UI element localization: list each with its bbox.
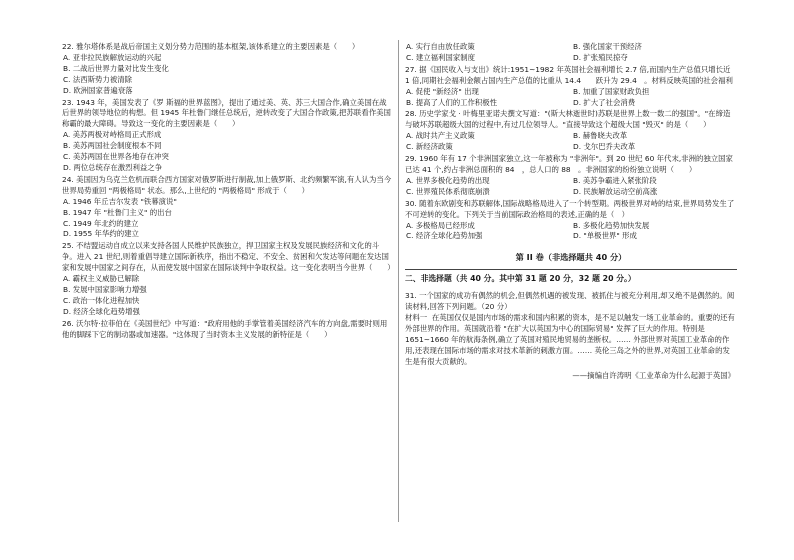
question-23-option-c: C. 美苏两国在世界各地存在冲突 [63, 152, 169, 162]
section-ii-title: 第 II 卷（非选择题共 40 分） [515, 252, 627, 263]
question-27-option-c: B. 提高了人们的工作积极性 [406, 97, 498, 107]
question-27-option-d: D. 扩大了社会消费 [573, 97, 636, 107]
question-27 [405, 65, 737, 109]
question-23-option-a: A. 美苏两极对峙格局正式形成 [63, 130, 162, 140]
question-27-option-b: B. 加重了国家财政负担 [573, 86, 650, 96]
question-28-option-a: A. 战时共产主义政策 [406, 131, 475, 141]
question-28-option-d: D. 戈尔巴乔夫改革 [573, 142, 636, 152]
question-30 [405, 199, 737, 243]
question-25 [62, 241, 395, 317]
question-28-option-b: B. 赫鲁晓夫改革 [573, 131, 628, 141]
question-25-option-d: D. 经济全球化趋势增强 [63, 306, 140, 316]
question-28-option-c: C. 新经济政策 [406, 142, 453, 152]
question-23-option-b: B. 美苏两国社会制度根本不同 [63, 141, 162, 151]
question-31-material-1 [405, 313, 737, 368]
question-31 [405, 291, 737, 382]
question-29-stem: 29. 1960 年有 17 个非洲国家独立,这一年被称为 "非洲年"。到 20 世纪 60 年代末,非洲的独立国家已达 41 个,约占非洲总面积的 84 ，总人口的 88 。非洲国家的纷纷独立说明（ ） [405, 154, 733, 174]
question-31-stem: 31. 一个国家的成功有偶然的机会,但偶然机遇的被发现、被抓住与被充分利用,却又绝不是偶然的。阅读材料,回答下列问题。（20 分） [405, 291, 735, 312]
question-27-stem: 27. 据《国民收入与支出》统计:1951~1982 年英国社会福利增长 2.7 倍,而国内生产总值只增长近 1 倍,同期社会福利金额占国内生产总值的比重从 14.4 跃升为 29.4 。材料反映英国的社会福利 [405, 64, 733, 85]
question-26-option-b: B. 强化国家干预经济 [573, 42, 642, 51]
question-29-option-a: A. 世界多极化趋势的出现 [406, 175, 490, 185]
right-column [405, 42, 737, 383]
question-28-stem: 28. 历史学家戈 · 叶梅里亚诺夫撰文写道："(斯大林逝世时)苏联是世界上数一数二的强国"。"在缔造与破坏苏联超级大国的过程中,有过几位领导人。"直接导致这个超级大国 "毁灭" 的是（ ） [405, 109, 731, 130]
question-25-option-c: C. 政治一体化进程加快 [63, 295, 140, 305]
question-26 [62, 319, 392, 341]
question-26-options [405, 42, 737, 64]
material-1-text: 在英国仅仅是国内市场的需求和国内积累的资本，是不足以触发一场工业革命的。重要的还有外部世界的作用。英国就沿着 "在扩大以英国为中心的国际贸易" 发挥了巨大的作用。特别是 1651~1660 年的航海条例,确立了英国对殖民地贸易的垄断权。…… 外部世界对英国工业革命的作用,还表现在国际市场的需求对技术革新的刺激方面。…… 英伦三岛之外的世界,对英国工业革命的发生是有很大贡献的。 [405, 312, 735, 366]
question-25-stem: 25. 不结盟运动自成立以来支持各国人民维护民族独立，捍卫国家主权及发展民族经济和文化的斗争。进入 21 世纪,则着重倡导建立国际新秩序，指出不稳定、不安全、贫困和欠发达等问题在发达国家和发展中国家之间存在，从而使发展中国家在国际谈判中争取权益。这一变化表明当今世界（ ） [62, 241, 395, 273]
question-28 [405, 109, 737, 153]
section-divider-rule [405, 269, 737, 270]
question-22-option-a: A. 亚非拉民族解放运动的兴起 [63, 52, 162, 62]
question-24-option-a: A. 1946 年丘吉尔发表 "铁幕演说" [63, 196, 177, 206]
question-24 [62, 175, 392, 240]
question-29-option-b: B. 美苏争霸进入紧张阶段 [573, 175, 657, 185]
question-23-stem: 23. 1943 年，美国发表了《罗 斯福的世界蓝图》，提出了通过美、英、苏三大国合作,确立美国在战后世界的领导地位的构想。但 1945 年杜鲁门继任总统后，逆转改变了大国合作政策,把苏联看作美国称霸的最大障碍。导致这一变化的主要因素是（ ） [62, 97, 391, 129]
question-27-option-a: A. 促使 "新经济" 出现 [406, 86, 479, 96]
material-label: 材料一 [405, 312, 428, 322]
question-24-stem: 24. 美国因为乌克兰危机而联合西方国家对俄罗斯进行制裁,加上俄罗斯、北约频繁军演,有人认为当今世界局势重回 "两极格局" 状态。那么,上世纪的 "两极格局" 形成于（ ） [62, 174, 392, 195]
question-30-option-b: B. 多极化趋势加快发展 [573, 220, 650, 230]
question-24-option-c: C. 1949 年北约的建立 [63, 218, 139, 228]
question-30-option-a: A. 多极格局已经形成 [406, 220, 475, 230]
question-25-option-b: B. 发展中国家影响力增强 [63, 284, 147, 294]
question-22-option-c: C. 法西斯势力被清除 [63, 74, 132, 84]
question-31-source: ——摘编自许涛明《工业革命为什么起源于英国》 [572, 371, 735, 381]
question-26-option-a: A. 实行自由放任政策 [406, 42, 475, 51]
question-23-option-d: D. 两位总统存在激烈利益之争 [63, 162, 163, 172]
question-25-option-a: A. 霸权主义威胁已解除 [63, 274, 140, 284]
question-26-option-c: C. 建立福利国家制度 [406, 52, 475, 62]
question-24-option-b: B. 1947 年 "杜鲁门主义" 的出台 [63, 207, 172, 217]
question-24-option-d: D. 1955 年华约的建立 [63, 229, 139, 239]
column-divider [398, 40, 399, 522]
question-26-option-d: D. 扩张殖民掠夺 [573, 52, 628, 62]
question-22-option-d: D. 欧洲国家普遍衰落 [63, 85, 133, 95]
question-29 [405, 154, 737, 198]
question-29-option-d: D. 民族解放运动空前高涨 [573, 186, 658, 196]
question-22-stem: 22. 雅尔塔体系是战后帝国主义划分势力范围的基本框架,该体系建立的主要因素是（ ） [62, 42, 360, 51]
question-23 [62, 98, 392, 174]
question-30-stem: 30. 随着东欧剧变和苏联解体,国际战略格局进入了一个转型期。两极世界对峙的结束,世界局势发生了不可逆转的变化。下列关于当前国际政治格局的表述,正确的是（ ） [405, 198, 735, 219]
section-ii-heading: 二、非选择题（共 40 分。其中第 31 题 20 分，32 题 20 分。） [405, 274, 636, 284]
question-30-option-c: C. 经济全球化趋势加强 [406, 231, 483, 241]
question-22 [62, 42, 392, 97]
question-22-option-b: B. 二战后世界力量对比发生变化 [63, 63, 169, 73]
question-30-option-d: D. "单极世界" 形成 [573, 231, 637, 241]
question-26-stem: 26. 沃尔特·拉菲伯在《美国世纪》中写道："政府用他的手掌管着美国经济汽车的方向盘,需要时则用他的脚踩下它的制动器或加速器。"这体现了当时资本主义发展的新特征是（ ） [62, 318, 388, 339]
left-column [62, 42, 395, 341]
question-29-option-c: C. 世界殖民体系彻底崩溃 [406, 186, 490, 196]
